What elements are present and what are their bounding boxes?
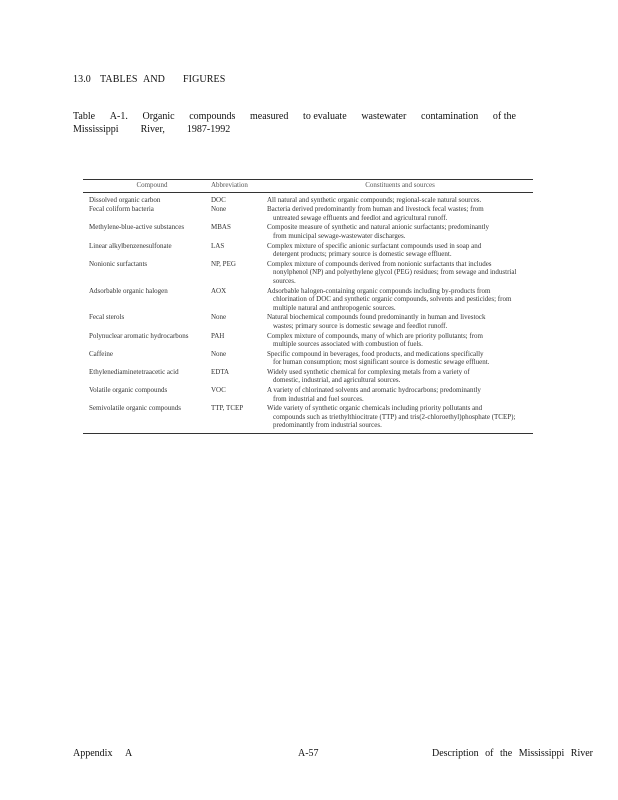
cell-description	[267, 260, 533, 286]
footer-title: Description of the Mississippi River	[432, 748, 593, 759]
caption-word: of the	[492, 111, 516, 122]
caption-word: A-1.	[109, 111, 128, 122]
table-body	[83, 193, 533, 433]
compounds-table	[83, 179, 533, 434]
cell-description	[267, 386, 533, 403]
caption-word: wastewater	[361, 111, 407, 122]
cell-compound: Volatile organic compounds	[89, 386, 168, 395]
cell-compound: Semivolatile organic compounds	[89, 404, 182, 413]
table-row	[83, 204, 533, 222]
cell-description	[267, 223, 533, 240]
cell-abbreviation: None	[211, 313, 227, 322]
page-number: A-57	[298, 748, 319, 759]
cell-description	[267, 350, 533, 367]
description-continuation: from industrial and fuel sources.	[273, 394, 364, 403]
description-continuation: domestic, industrial, and agricultural sources.	[273, 376, 401, 385]
description-text: Widely used synthetic chemical for complexing metals from a variety of	[267, 367, 470, 376]
description-text: All natural and synthetic organic compounds; regional-scale natural sources.	[267, 195, 482, 204]
footer-left	[73, 748, 132, 759]
section-number: 13.0	[73, 74, 91, 85]
cell-compound: Adsorbable organic halogen	[89, 286, 168, 295]
cell-abbreviation: TTP, TCEP	[211, 404, 244, 413]
section-heading-word: AND	[143, 74, 165, 85]
cell-compound: Fecal coliform bacteria	[89, 205, 154, 214]
cell-description	[267, 242, 533, 259]
caption-line	[73, 123, 516, 136]
section-heading	[73, 74, 273, 85]
caption-word: contamination	[421, 111, 479, 122]
caption-word: measured	[250, 111, 289, 122]
description-continuation: untreated sewage effluents and feedlot and agricultural runoff.	[273, 213, 448, 222]
table-header-row	[83, 180, 533, 192]
table-caption	[73, 110, 516, 136]
description-continuation: chlorination of DOC and synthetic organic compounds, solvents and pesticides; from multiple natural and anthropogenic sources.	[273, 295, 512, 312]
table-row	[83, 331, 533, 349]
cell-description	[267, 404, 533, 430]
caption-line	[73, 110, 516, 123]
description-text: A variety of chlorinated solvents and aromatic hydrocarbons; predominantly	[267, 386, 481, 395]
description-text: Natural biochemical compounds found predominantly in human and livestock	[267, 313, 486, 322]
footer-appendix-word: Appendix	[73, 748, 113, 759]
cell-abbreviation: DOC	[211, 195, 226, 204]
table-row	[83, 286, 533, 313]
cell-abbreviation: MBAS	[211, 223, 231, 232]
table-row	[83, 385, 533, 403]
cell-compound: Dissolved organic carbon	[89, 195, 161, 204]
description-text: Bacteria derived predominantly from human and livestock fecal wastes; from	[267, 205, 484, 214]
header-abbreviation: Abbreviation	[211, 181, 248, 189]
cell-compound: Methylene-blue-active substances	[89, 223, 185, 232]
description-text: Adsorbable halogen-containing organic compounds including by-products from	[267, 286, 491, 295]
cell-compound: Polynuclear aromatic hydrocarbons	[89, 331, 189, 340]
table-row	[83, 259, 533, 286]
caption-word: Table	[73, 111, 96, 122]
cell-description	[267, 313, 533, 330]
cell-description	[267, 332, 533, 349]
table-row	[83, 312, 533, 330]
cell-description	[267, 368, 533, 385]
section-heading-word: TABLES	[100, 74, 138, 85]
cell-compound: Fecal sterols	[89, 313, 125, 322]
description-text: Composite measure of synthetic and natural anionic surfactants; predominantly	[267, 223, 489, 232]
description-continuation: compounds such as triethylthiocitrate (TTP) and tris(2-chloroethyl)phosphate (TCEP); predominantly from industrial sources.	[273, 412, 516, 430]
description-text: Complex mixture of compounds derived from nonionic surfactants that includes	[267, 259, 492, 268]
cell-description	[267, 205, 533, 222]
caption-word: River,	[140, 124, 165, 135]
table-row	[83, 367, 533, 385]
header-description: Constituents and sources	[365, 181, 435, 189]
cell-abbreviation: EDTA	[211, 367, 230, 376]
section-heading-word: FIGURES	[183, 74, 226, 85]
cell-description	[267, 196, 533, 205]
caption-word: 1987-1992	[186, 124, 231, 135]
cell-abbreviation: VOC	[211, 386, 226, 395]
description-continuation: detergent products; primary source is domestic sewage effluent.	[273, 250, 452, 259]
cell-abbreviation: PAH	[211, 331, 225, 340]
caption-word: to evaluate	[303, 111, 347, 122]
cell-abbreviation: NP, PEG	[211, 259, 236, 268]
cell-abbreviation: LAS	[211, 241, 225, 250]
table-row	[83, 403, 533, 430]
description-continuation: nonylphenol (NP) and polyethylene glycol (PEG) residues; from sewage and industrial sources.	[273, 268, 517, 285]
table-row	[83, 241, 533, 259]
caption-word: Mississippi	[73, 124, 119, 135]
cell-compound: Caffeine	[89, 349, 113, 358]
cell-abbreviation: None	[211, 349, 227, 358]
table-row	[83, 349, 533, 367]
description-text: Specific compound in beverages, food products, and medications specifically	[267, 349, 484, 358]
description-text: Complex mixture of compounds, many of which are priority pollutants; from	[267, 331, 483, 340]
cell-abbreviation: None	[211, 205, 227, 214]
caption-word: Organic	[142, 111, 175, 122]
cell-description	[267, 287, 533, 313]
table-row	[83, 222, 533, 240]
description-continuation: multiple sources associated with combustion of fuels.	[273, 340, 423, 349]
cell-compound: Ethylenediaminetetraacetic acid	[89, 367, 179, 376]
footer-appendix-letter: A	[125, 748, 133, 759]
cell-abbreviation: AOX	[211, 286, 227, 295]
caption-word: compounds	[189, 111, 236, 122]
header-compound: Compound	[136, 181, 168, 189]
description-continuation: wastes; primary source is domestic sewage and feedlot runoff.	[273, 321, 448, 330]
description-text: Complex mixture of specific anionic surfactant compounds used in soap and	[267, 241, 482, 250]
cell-compound: Nonionic surfactants	[89, 259, 148, 268]
description-continuation: from municipal sewage-wastewater discharges.	[273, 231, 406, 240]
description-continuation: for human consumption; most significant source is domestic sewage effluent.	[273, 358, 490, 367]
cell-compound: Linear alkylbenzenesulfonate	[89, 241, 172, 250]
table-bottom-rule	[83, 433, 533, 434]
description-text: Wide variety of synthetic organic chemicals including priority pollutants and	[267, 404, 483, 413]
table-row	[83, 195, 533, 205]
